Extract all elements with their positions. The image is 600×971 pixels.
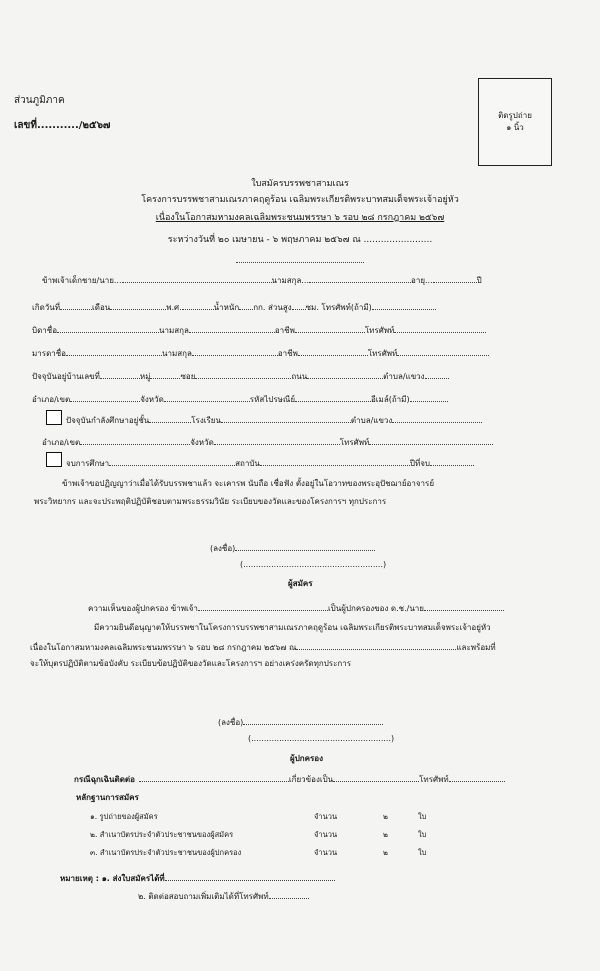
photo-placeholder-box <box>478 78 552 166</box>
mother-occupation-label: อาชีพ <box>277 349 298 358</box>
document-item-2-label: ๒. สำเนาบัตรประจำตัวประชาชนของผู้สมัคร <box>90 830 234 839</box>
studying-checkbox[interactable] <box>46 410 62 425</box>
birth-row <box>32 299 562 314</box>
age-unit: ปี <box>476 276 482 285</box>
tambon-label: ตำบล/แขวง <box>383 372 425 381</box>
graduated-row <box>66 455 556 470</box>
father-name-label: บิดาชื่อ <box>32 326 57 335</box>
school-label: โรงเรียน <box>191 416 221 425</box>
document-item-1-unit: ใบ <box>418 812 427 821</box>
emergency-relation-label: เกี่ยวข้องเป็น <box>288 775 334 784</box>
guardian-opinion-row <box>88 600 558 615</box>
school-district-row <box>42 434 562 449</box>
notes-row-1 <box>60 870 490 885</box>
applicant-sign-label: (ลงชื่อ) <box>210 540 375 555</box>
location-blank <box>236 262 364 263</box>
document-item-3-unit: ใบ <box>418 848 427 857</box>
father-phone-label: โทรศัพท์ <box>364 326 395 335</box>
guardian-role-label: ผู้ปกครอง <box>290 754 323 763</box>
guardian-opinion-label: ความเห็นของผู้ปกครอง ข้าพเจ้า <box>88 604 198 613</box>
date-range: ระหว่างวันที่ ๒๐ เมษายน - ๖ พฤษภาคม ๒๕๖๗ ณ ........................ <box>167 235 433 245</box>
moo-label: หมู่ <box>139 372 151 381</box>
declaration-line-2: พระวิทยากร และจะประพฤติปฏิบัติชอบตามพระธรรมวินัย ระเบียบของวัดและของโครงการฯ ทุกประการ <box>34 497 387 506</box>
postcode-label: รหัสไปรษณีย์ <box>249 395 295 404</box>
graduation-year-label: ปีที่จบ <box>409 459 430 468</box>
document-item-1-label: ๑. รูปถ่ายของผู้สมัคร <box>90 812 158 821</box>
applicant-role-label: ผู้สมัคร <box>288 579 313 588</box>
graduated-label: จบการศึกษา <box>66 459 110 468</box>
month-label: เดือน <box>92 303 111 312</box>
school-province-label: จังหวัด <box>190 438 214 447</box>
applicant-sign-name: (.......................................................) <box>240 560 387 569</box>
project-title: โครงการบรรพชาสามเณรภาคฤดูร้อน เฉลิมพระเกียรติพระบาทสมเด็จพระเจ้าอยู่หัว <box>141 195 459 205</box>
mother-name-label: มารดาชื่อ <box>32 349 66 358</box>
height-unit-label: ซม. โทรศัพท์(ถ้ามี) <box>305 303 372 312</box>
father-surname-label: นามสกุล <box>159 326 189 335</box>
road-label: ถนน <box>291 372 308 381</box>
document-number: เลขที่.........../๒๕๖๗ <box>14 120 111 131</box>
father-row <box>32 322 562 337</box>
address-row <box>32 368 562 383</box>
studying-row <box>66 412 556 427</box>
document-item-3-label: ๓. สำเนาบัตรประจำตัวประชาชนของผู้ปกครอง <box>90 848 242 857</box>
amphoe-label: อำเภอ/เขต <box>32 395 71 404</box>
document-item-3-qty: ๒ <box>383 848 388 857</box>
notes-row-2 <box>138 888 438 903</box>
photo-box-line2: ๑ นิ้ว <box>506 123 524 132</box>
emergency-phone-label: โทรศัพท์ <box>419 775 449 784</box>
year-label: พ.ศ. <box>166 303 182 312</box>
weight-label: น้ำหนัก <box>213 303 240 312</box>
applicant-name-row <box>42 272 552 287</box>
mother-phone-label: โทรศัพท์ <box>367 349 398 358</box>
birth-date-label: เกิดวันที่ <box>32 303 61 312</box>
district-row <box>32 391 562 406</box>
email-label: อีเมล์(ถ้ามี) <box>371 395 410 404</box>
notes-label: หมายเหตุ : ๑. ส่งใบสมัครได้ที่ <box>60 874 165 883</box>
document-item-3-qty-label: จำนวน <box>314 848 338 857</box>
guardian-sign-label: (ลงชื่อ) <box>218 714 383 729</box>
age-label: อายุ... <box>411 276 433 285</box>
region-label: ส่วนภูมิภาค <box>14 95 65 106</box>
graduated-checkbox[interactable] <box>46 452 62 467</box>
documents-heading: หลักฐานการสมัคร <box>76 793 139 802</box>
house-number-label: ปัจจุบันอยู่บ้านเลขที่ <box>32 372 100 381</box>
occasion-title: เนื่องในโอกาสมหามงคลเฉลิมพระชนมพรรษา ๖ รอบ ๒๘ กรกฎาคม ๒๕๖๗ <box>155 213 445 223</box>
school-phone-label: โทรศัพท์ <box>339 438 370 447</box>
guardian-consent-line-1: มีความยินดีอนุญาตให้บรรพชาในโครงการบรรพชาสามเณรภาคฤดูร้อน เฉลิมพระเกียรติพระบาทสมเด็จพระเจ้าอยู่หัว <box>94 623 491 632</box>
applicant-name-label: ข้าพเจ้าเด็กชาย/นาย... <box>42 276 122 285</box>
form-title: ใบสมัครบรรพชาสามเณร <box>251 179 349 189</box>
institution-label: สถาบัน <box>235 459 260 468</box>
document-item-1-qty-label: จำนวน <box>314 812 338 821</box>
document-item-2-qty-label: จำนวน <box>314 830 338 839</box>
document-item-1-qty: ๒ <box>383 812 388 821</box>
soi-label: ซอย <box>180 372 196 381</box>
photo-box-line1: ติดรูปถ่าย <box>498 111 532 120</box>
document-item-2-unit: ใบ <box>418 830 427 839</box>
mother-surname-label: นามสกุล <box>161 349 192 358</box>
province-label: จังหวัด <box>140 395 164 404</box>
studying-label: ปัจจุบันกำลังศึกษาอยู่ชั้น <box>66 416 150 425</box>
school-tambon-label: ตำบล/แขวง <box>350 416 393 425</box>
mother-row <box>32 345 562 360</box>
emergency-contact-row <box>74 771 560 786</box>
weight-unit-label: กก. ส่วนสูง <box>253 303 292 312</box>
father-occupation-label: อาชีพ <box>274 326 295 335</box>
guardian-consent-line-2: เนื่องในโอกาสมหามงคลเฉลิมพระชนมพรรษา ๖ รอบ ๒๘ กรกฎาคม ๒๕๖๗ ณ และพร้อมที่ <box>30 639 570 654</box>
notes-item-2: ๒. ติดต่อสอบถามเพิ่มเติมได้ที่โทรศัพท์ <box>138 892 269 901</box>
declaration-line-1: ข้าพเจ้าขอปฏิญญาว่าเมื่อได้รับบรรพชาแล้ว จะเคารพ นับถือ เชื่อฟัง ตั้งอยู่ในโอวาทของพระอุปัชฌาย์อาจารย์ <box>62 479 435 488</box>
school-amphoe-label: อำเภอ/เขต <box>42 438 81 447</box>
guardian-of-label: เป็นผู้ปกครองของ ด.ช./นาย <box>327 604 424 613</box>
guardian-consent-line-3: จะให้บุตรปฏิบัติตามข้อบังคับ ระเบียบข้อปฏิบัติของวัดและโครงการฯ อย่างเคร่งครัดทุกประการ <box>30 659 352 668</box>
emergency-label: กรณีฉุกเฉินติดต่อ <box>74 775 135 784</box>
guardian-sign-name: (.......................................................) <box>248 734 395 743</box>
surname-label: นามสกุล... <box>271 276 310 285</box>
document-item-2-qty: ๒ <box>383 830 388 839</box>
